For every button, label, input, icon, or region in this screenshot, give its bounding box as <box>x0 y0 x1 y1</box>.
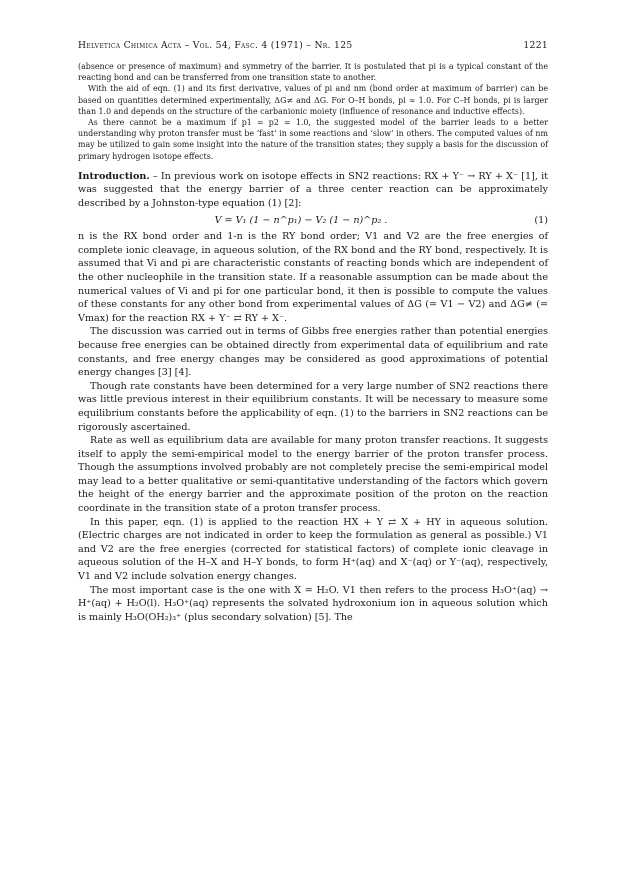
body-paragraph: Though rate constants have been determined for a very large number of SN2 reactions there was little previous interest in their equilibrium constants. It will be necessary to measure some equilibrium constants before the applicability of eqn. (1) to the barriers in SN2 reactions can be rigorously ascertained. <box>78 380 548 433</box>
running-header <box>78 40 548 51</box>
abstract <box>78 61 548 162</box>
body-paragraph: The discussion was carried out in terms of Gibbs free energies rather than potential energies because free energies can be obtained directly from experimental data of equilibrium and rate constants, and free energy changes may be considered as good approximations of potential energy changes [3] [4]. <box>78 326 548 379</box>
main-text <box>78 170 548 625</box>
body-paragraph: Rate as well as equilibrium data are available for many proton transfer reactions. It suggests itself to apply the semi-empirical model to the energy barrier of the proton transfer process. Though the assumptions involved probably are not completely precise the semi-empirical model may lead to a better qualitative or semi-quantitative understanding of the factors which govern the height of the energy barrier and the approximate position of the proton on the reaction coordinate in the transition state of a proton transfer process. <box>78 435 548 515</box>
intro-paragraph <box>78 170 548 211</box>
section-heading: Introduction. <box>78 170 150 182</box>
page-number: 1221 <box>523 40 548 51</box>
paper-page <box>78 40 548 624</box>
intro-text: – In previous work on isotope effects in SN2 reactions: RX + Y⁻ → RY + X⁻ [1], it was suggested that the energy barrier of a three center reaction can be approximately described by a Johnston-type equation (1) [2]: <box>78 170 548 210</box>
abstract-paragraph: (absence or presence of maximum) and symmetry of the barrier. It is postulated that pi is a typical constant of the reacting bond and can be transferred from one transition state to another. <box>78 62 548 83</box>
body-paragraph: n is the RX bond order and 1-n is the RY bond order; V1 and V2 are the free energies of complete ionic cleavage, in aqueous solution, of the RX bond and the RY bond, respectively. It is assumed that Vi and pi are characteristic constants of reacting bonds which are independent of the other nucleophile in the transition state. If a reasonable assumption can be made about the numerical values of Vi and pi for one particular bond, it then is possible to compute the values of these constants for any other bond from experimental values of ΔG (= V1 − V2) and ΔG≠ (= Vmax) for the reaction RX + Y⁻ ⇄ RY + X⁻. <box>78 231 548 324</box>
abstract-paragraph: As there cannot be a maximum if p1 = p2 = 1.0, the suggested model of the barrier leads to a better understanding why proton transfer must be ‘fast’ in some reactions and ‘slow’ in others. The computed values of nm may be utilized to gain some insight into the nature of the transition states; they supply a basis for the discussion of primary hydrogen isotope effects. <box>78 118 548 161</box>
body-paragraph: The most important case is the one with X = H₂O. V1 then refers to the process H₃O⁺(aq) → H⁺(aq) + H₂O(l). H₃O⁺(aq) represents the solvated hydroxonium ion in aqueous solution which is mainly H₃O(OH₂)₃⁺ (plus secondary solvation) [5]. The <box>78 584 548 623</box>
journal-citation: Helvetica Chimica Acta – Vol. 54, Fasc. 4 (1971) – Nr. 125 <box>78 40 353 51</box>
equation-1 <box>78 214 548 228</box>
abstract-paragraph: With the aid of eqn. (1) and its first derivative, values of pi and nm (bond order at maximum of barrier) can be based on quantities determined experimentally, ΔG≠ and ΔG. For O–H bonds, pi ≈ 1.0. For C–H bonds, pi is larger than 1.0 and depends on the structure of the carbanionic moiety (influence of resonance and inductive effects). <box>78 84 548 116</box>
equation-text: V = V₁ (1 − n^p₁) − V₂ (1 − n)^p₂ . <box>214 214 388 226</box>
equation-number: (1) <box>534 214 548 226</box>
body-paragraph: In this paper, eqn. (1) is applied to the reaction HX + Y ⇄ X + HY in aqueous solution. (Electric charges are not indicated in order to keep the formulation as general as possible.) V1 and V2 are the free energies (corrected for statistical factors) of complete ionic cleavage in aqueous solution of the H–X and H–Y bonds, to form H⁺(aq) and X⁻(aq) or Y⁻(aq), respectively, V1 and V2 include solvation energy changes. <box>78 516 548 583</box>
